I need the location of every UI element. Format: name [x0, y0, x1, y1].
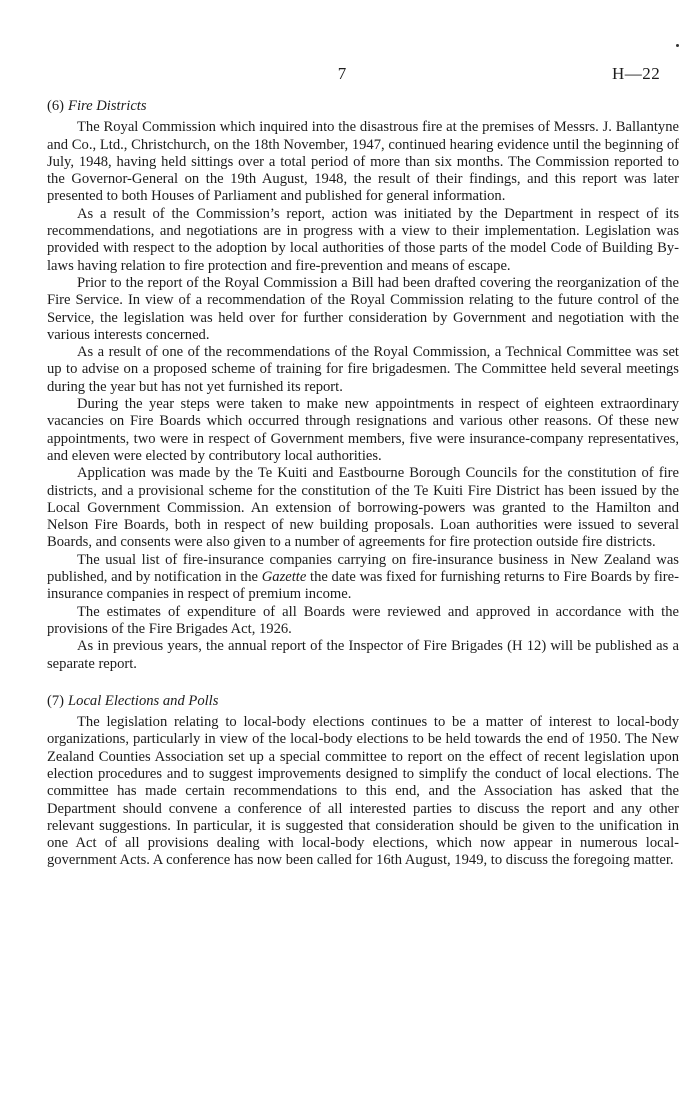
report-reference: H—22	[612, 64, 661, 83]
paragraph: The Royal Commission which inquired into the disastrous fire at the premises of Messrs. J. Ballantyne and Co., Ltd., Christchurch, on the 18th November, 1947, continued hearing evidence until the beginning of July, 1948, having held sittings over a total period of more than six months. The Commission reported to the Governor-General on the 19th August, 1948, the result of their findings, and this report was later presented to both Houses of Parliament and published for general information.	[47, 119, 679, 205]
scan-speck	[676, 44, 679, 47]
gazette-title: Gazette	[261, 569, 307, 586]
paragraph: The legislation relating to local-body elections continues to be a matter of interest to local-body organizations, particularly in view of the local-body elections to be held towards the end of 1950. The New Zealand Counties Association set up a special committee to report on the effect of recent legislation upon election procedures and to suggest improvements designed to simplify the conduct of local elections. The committee has made certain recommendations to this end, and the Association has asked that the Department should convene a conference of all interested parties to discuss the report and any other relevant suggestions. In particular, it is suggested that consideration should be given to the unification in one Act of all provisions dealing with local-body elections, which now appear in numerous local-government Acts. A conference has now been called for 16th August, 1949, to discuss the foregoing matter.	[47, 714, 679, 869]
section-divider	[47, 673, 679, 693]
paragraph: Prior to the report of the Royal Commission a Bill had been drafted covering the reorganization of the Fire Service. In view of a recommendation of the Royal Commission relating to the future control of the Service, the legislation was held over for further consideration by Government and negotiation with the various interests concerned.	[47, 274, 679, 343]
section-heading-local-elections	[47, 693, 679, 710]
section-title: Fire Districts	[68, 98, 147, 114]
section-title: Local Elections and Polls	[68, 692, 219, 709]
paragraph: Application was made by the Te Kuiti and Eastbourne Borough Councils for the constitution of fire districts, and a provisional scheme for the constitution of the Te Kuiti Fire District has been issued by the Local Government Commission. An extension of borrowing-powers was granted to the Hamilton and Nelson Fire Boards, both in respect of new building proposals. Loan authorities were issued to several Boards, and consents were also given to a number of agreements for fire protection outside fire districts.	[47, 465, 679, 551]
document-body	[47, 98, 679, 870]
paragraph: During the year steps were taken to make new appointments in respect of eighteen extraordinary vacancies on Fire Boards which occurred through resignations and various other reasons. Of these new appointments, two were in respect of Government members, five were insurance-company representatives, and eleven were elected by contributory local authorities.	[47, 396, 679, 464]
paragraph: The estimates of expenditure of all Boards were reviewed and approved in accordance with the provisions of the Fire Brigades Act, 1926.	[47, 603, 679, 637]
section-number: (7)	[47, 692, 65, 709]
paragraph: As a result of the Commission’s report, action was initiated by the Department in respect of its recommendations, and negotiations are in progress with a view to their implementation. Legislation was provided with respect to the adoption by local authorities of those parts of the model Code of Building By-laws having relation to fire protection and fire-prevention and means of escape.	[47, 205, 679, 274]
paragraph: As in previous years, the annual report of the Inspector of Fire Brigades (H 12) will be published as a separate report.	[47, 638, 679, 672]
section-heading-fire-districts	[47, 98, 679, 115]
page-number: 7	[337, 64, 347, 83]
section-number: (6)	[47, 98, 65, 114]
paragraph: As a result of one of the recommendations of the Royal Commission, a Technical Committee was set up to advise on a proposed scheme of training for fire brigadesmen. The Committee held several meetings during the year but has not yet furnished its report.	[47, 344, 679, 395]
paragraph: The usual list of fire-insurance companies carrying on fire-insurance business in New Zealand was published, and by notification in the Gazette the date was fixed for furnishing returns to Fire Boards by fire-insurance companies in respect of premium income.	[47, 551, 679, 603]
